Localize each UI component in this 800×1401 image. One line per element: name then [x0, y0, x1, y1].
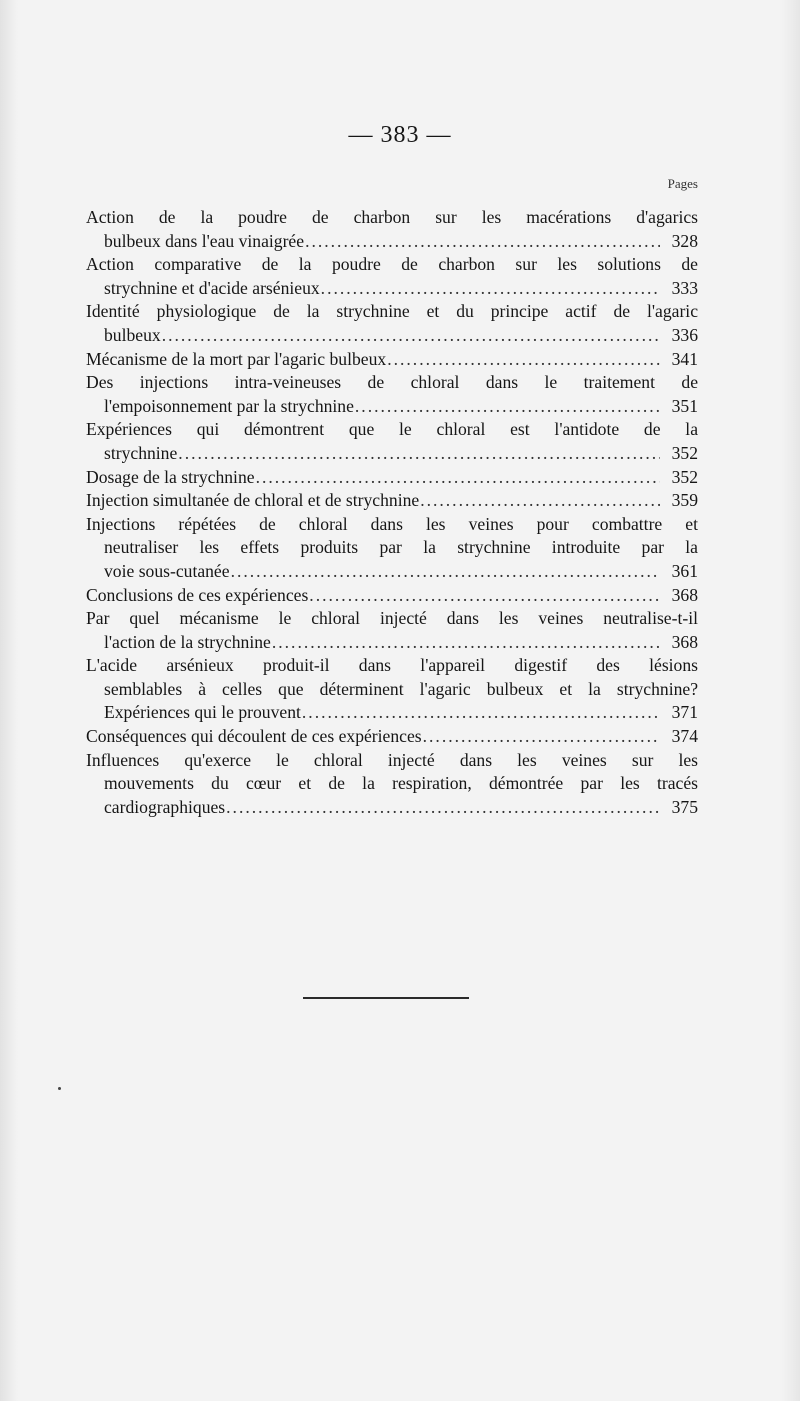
page-number: — 383 —: [348, 122, 452, 148]
toc-page-number: 328: [671, 230, 698, 251]
dot-leader: [321, 277, 660, 301]
toc-entry-line: semblables à celles que déterminent l'agaric bulbeux et la strychnine?: [104, 678, 698, 699]
toc-entry-title-end: l'action de la strychnine: [104, 631, 271, 652]
toc-entry: [86, 489, 698, 513]
toc-entry: [86, 253, 698, 300]
toc-entry: [86, 300, 698, 347]
toc-entry-title-end: Expériences qui le prouvent: [104, 702, 301, 723]
dot-leader: [309, 584, 660, 608]
toc-page-number: 352: [671, 466, 698, 487]
paper-speck: [58, 1087, 61, 1090]
toc-page-number: 351: [671, 395, 698, 416]
toc-entry: [86, 206, 698, 253]
toc-page-number: 341: [671, 348, 698, 369]
dot-leader: [420, 489, 660, 513]
toc-entry-final-line: [86, 631, 698, 655]
toc-entry-title-end: Conséquences qui découlent de ces expériences: [86, 726, 422, 747]
dot-leader: [387, 348, 660, 372]
toc-page-number: 368: [671, 584, 698, 605]
toc-entry-line: Expériences qui démontrent que le chloral est l'antidote de la: [86, 419, 698, 440]
toc-entry-title-end: cardiographiques: [104, 796, 226, 817]
toc-entry-line: mouvements du cœur et de la respiration, démontrée par les tracés: [104, 773, 698, 794]
toc-entry-line: neutraliser les effets produits par la strychnine introduite par la: [104, 537, 698, 558]
toc-entry: [86, 348, 698, 372]
toc-entry-title-end: Injection simultanée de chloral et de strychnine: [86, 490, 420, 511]
dot-leader: [355, 395, 660, 419]
toc-entry-final-line: [86, 466, 698, 490]
toc-entry: [86, 513, 698, 584]
toc-entry-title-end: Dosage de la strychnine: [86, 466, 255, 487]
toc-entry-final-line: [86, 584, 698, 608]
toc-entry-final-line: [86, 324, 698, 348]
toc-entry-title-end: l'empoisonnement par la strychnine: [104, 395, 354, 416]
toc-entry: [86, 466, 698, 490]
toc-entry-final-line: [86, 701, 698, 725]
toc-entry-line: L'acide arsénieux produit-il dans l'appareil digestif des lésions: [86, 655, 698, 676]
toc-entry-final-line: [86, 277, 698, 301]
toc-page-number: 359: [671, 490, 698, 511]
toc-entry-final-line: [86, 489, 698, 513]
toc-entry: [86, 584, 698, 608]
toc-page-number: 336: [671, 324, 698, 345]
toc-entry-final-line: [86, 796, 698, 820]
toc-page-number: 371: [671, 702, 698, 723]
section-divider-rule: [303, 997, 469, 999]
toc-entry-title-end: bulbeux: [104, 324, 161, 345]
toc-entry-title-end: strychnine et d'acide arsénieux: [104, 277, 320, 298]
toc-entry-line: Identité physiologique de la strychnine et du principe actif de l'agaric: [86, 301, 698, 322]
dot-leader: [231, 560, 660, 584]
toc-entry-final-line: [86, 395, 698, 419]
toc-entry-line: Influences qu'exerce le chloral injecté dans les veines sur les: [86, 749, 698, 770]
dot-leader: [272, 631, 660, 655]
dot-leader: [162, 324, 660, 348]
toc-page-number: 333: [671, 277, 698, 298]
toc-page-number: 375: [671, 796, 698, 817]
toc-entry-title-end: Mécanisme de la mort par l'agaric bulbeux: [86, 348, 387, 369]
toc-entry-final-line: [86, 230, 698, 254]
toc-entry-title-end: voie sous-cutanée: [104, 560, 230, 581]
toc-entry-line: Action de la poudre de charbon sur les macérations d'agarics: [86, 207, 698, 227]
toc-entry-final-line: [86, 725, 698, 749]
toc-entry-line: Action comparative de la poudre de charbon sur les solutions de: [86, 254, 698, 275]
dot-leader: [302, 701, 660, 725]
toc-entry: [86, 725, 698, 749]
toc-entry: [86, 749, 698, 820]
toc-entry-line: Par quel mécanisme le chloral injecté dans les veines neutralise-t-il: [86, 608, 698, 629]
toc-entry-line: Injections répétées de chloral dans les veines pour combattre et: [86, 513, 698, 534]
toc-page-number: 368: [671, 631, 698, 652]
toc-entry: [86, 654, 698, 725]
toc-entry: [86, 607, 698, 654]
dot-leader: [305, 230, 660, 254]
toc-page-number: 352: [671, 442, 698, 463]
toc-entry-line: Des injections intra-veineuses de chloral dans le traitement de: [86, 372, 698, 393]
table-of-contents: [86, 206, 698, 819]
toc-entry-final-line: [86, 348, 698, 372]
toc-page-number: 374: [671, 726, 698, 747]
toc-entry: [86, 418, 698, 465]
dot-leader: [226, 796, 660, 820]
toc-entry-final-line: [86, 442, 698, 466]
toc-entry: [86, 371, 698, 418]
toc-entry-title-end: bulbeux dans l'eau vinaigrée: [104, 230, 305, 251]
dot-leader: [256, 466, 660, 490]
dot-leader: [178, 442, 660, 466]
toc-entry-final-line: [86, 560, 698, 584]
dot-leader: [423, 725, 660, 749]
toc-entry-title-end: strychnine: [104, 442, 178, 463]
toc-page-number: 361: [671, 560, 698, 581]
pages-column-label: Pages: [667, 176, 698, 191]
toc-entry-title-end: Conclusions de ces expériences: [86, 584, 309, 605]
